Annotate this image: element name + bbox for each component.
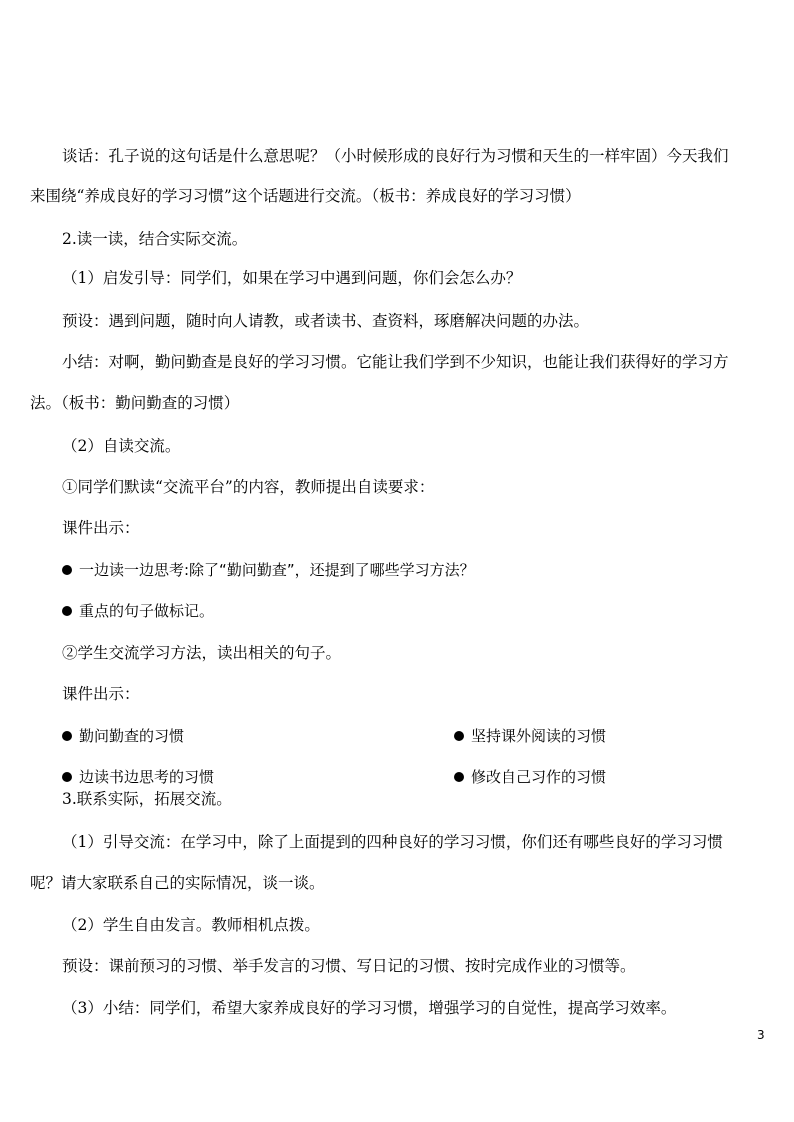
bullet-item [454, 767, 606, 787]
bullet-text: 一边读一边思考:除了“勤问勤查”，还提到了哪些学习方法？ [79, 561, 475, 579]
bullet-item [62, 560, 475, 580]
bullet-text: 坚持课外阅读的习惯 [471, 727, 607, 745]
bullet-item [454, 726, 606, 746]
bullet-item [62, 767, 214, 787]
paragraph-line: 法。（板书：勤问勤查的习惯） [30, 394, 240, 412]
bullet-icon [62, 565, 72, 575]
paragraph-line: （1）引导交流：在学习中，除了上面提到的四种良好的学习习惯，你们还有哪些良好的学习习惯 [62, 833, 723, 851]
paragraph-line: 预设：课前预习的习惯、举手发言的习惯、写日记的习惯、按时完成作业的习惯等。 [62, 957, 636, 975]
section-heading: 2.读一读，结合实际交流。 [62, 230, 248, 248]
paragraph-line: 谈话：孔子说的这句话是什么意思呢？（小时候形成的良好行为习惯和天生的一样牢固）今天我们 [62, 147, 729, 165]
bullet-text: 修改自己习作的习惯 [471, 768, 607, 786]
paragraph-line: （2）自读交流。 [62, 437, 181, 455]
paragraph-line: 呢？请大家联系自己的实际情况，谈一谈。 [30, 874, 325, 892]
bullet-text: 边读书边思考的习惯 [79, 768, 215, 786]
bullet-text: 重点的句子做标记。 [79, 602, 215, 620]
paragraph-line: 课件出示： [62, 519, 140, 537]
paragraph-line: 课件出示： [62, 685, 140, 703]
paragraph-line: （2）学生自由发言。教师相机点拨。 [62, 916, 320, 934]
paragraph-line: ①同学们默读“交流平台”的内容，教师提出自读要求： [62, 478, 435, 496]
bullet-icon [62, 731, 72, 741]
bullet-icon [62, 772, 72, 782]
bullet-item [62, 601, 214, 621]
bullet-icon [454, 772, 464, 782]
paragraph-line: 预设：遇到问题，随时向人请教，或者读书、查资料，琢磨解决问题的办法。 [62, 312, 590, 330]
bullet-text: 勤问勤查的习惯 [79, 727, 185, 745]
section-heading: 3.联系实际，拓展交流。 [62, 790, 232, 808]
bullet-icon [62, 606, 72, 616]
paragraph-line: 来围绕“养成良好的学习习惯”这个话题进行交流。（板书：养成良好的学习习惯） [30, 187, 581, 205]
paragraph-line: （3）小结：同学们，希望大家养成良好的学习习惯，增强学习的自觉性，提高学习效率。 [62, 999, 677, 1017]
paragraph-line: （1）启发引导：同学们，如果在学习中遇到问题，你们会怎么办？ [62, 269, 522, 287]
bullet-icon [454, 731, 464, 741]
paragraph-line: 小结：对啊，勤问勤查是良好的学习习惯。它能让我们学到不少知识，也能让我们获得好的学习方 [62, 353, 729, 371]
paragraph-line: ②学生交流学习方法，读出相关的句子。 [62, 644, 342, 662]
page-number: 3 [757, 1028, 765, 1042]
bullet-item [62, 726, 184, 746]
